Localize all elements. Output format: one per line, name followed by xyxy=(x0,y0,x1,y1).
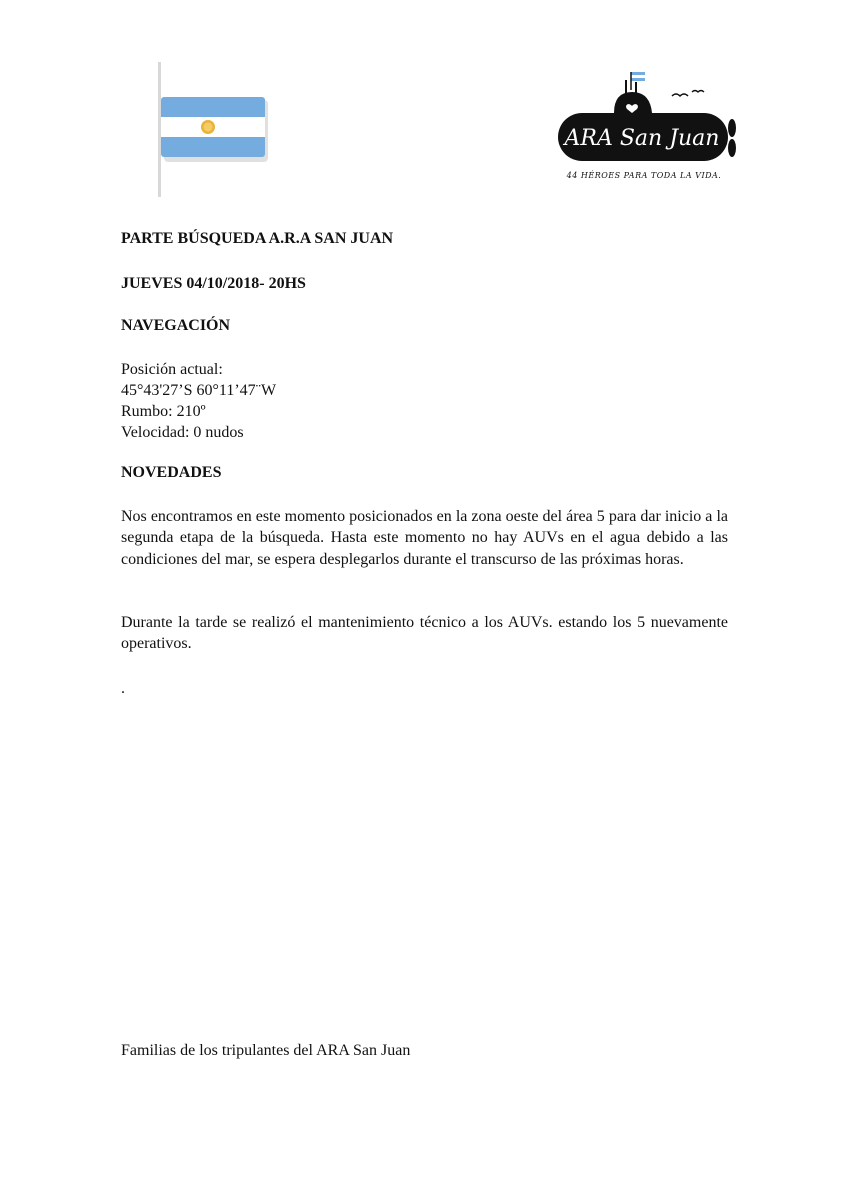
trailing-dot: . xyxy=(121,680,125,697)
report-datetime: JUEVES 04/10/2018- 20HS xyxy=(121,275,306,292)
position-label: Posición actual: xyxy=(121,361,223,378)
ara-san-juan-logo xyxy=(552,68,742,186)
course: Rumbo: 210º xyxy=(121,403,206,420)
logo-tagline: 44 HÉROES PARA TODA LA VIDA. xyxy=(566,171,722,180)
speed: Velocidad: 0 nudos xyxy=(121,424,244,441)
news-paragraph-2: Durante la tarde se realizó el mantenimiento técnico a los AUVs. estando los 5 nuevamente operativos. xyxy=(121,614,728,653)
document-title: PARTE BÚSQUEDA A.R.A SAN JUAN xyxy=(121,230,394,247)
coordinates: 45°43'27’S 60°11’47¨W xyxy=(121,382,277,399)
signature: Familias de los tripulantes del ARA San Juan xyxy=(121,1042,411,1059)
news-heading: NOVEDADES xyxy=(121,464,222,481)
argentina-flag-icon xyxy=(150,62,270,197)
logo-text: ARA San Juan xyxy=(564,126,720,151)
news-paragraph-1: Nos encontramos en este momento posicionados en la zona oeste del área 5 para dar inicio a la segunda etapa de la búsqueda. Hasta este momento no hay AUVs en el agua debido a las condiciones del mar, se espera desplegarlos durante el transcurso de las próximas horas. xyxy=(121,508,728,568)
navigation-heading: NAVEGACIÓN xyxy=(121,317,231,334)
